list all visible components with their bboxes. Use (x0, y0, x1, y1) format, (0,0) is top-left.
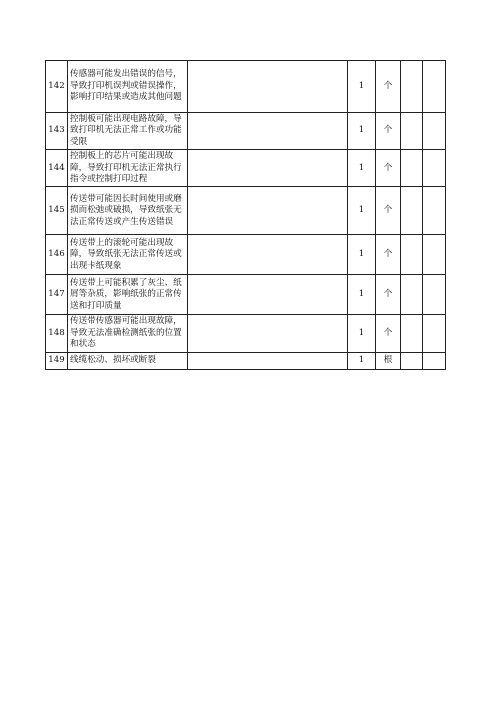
parts-table-container (45, 60, 445, 370)
empty-cell (423, 315, 446, 352)
unit: 个 (376, 235, 401, 275)
quantity: 1 (348, 315, 376, 352)
fault-description: 线缆松动、损坏或断裂 (68, 352, 188, 369)
quantity: 1 (348, 275, 376, 315)
unit: 个 (376, 187, 401, 235)
empty-cell (401, 150, 423, 187)
empty-cell (401, 61, 423, 113)
row-number: 142 (46, 61, 68, 113)
empty-cell (423, 275, 446, 315)
empty-cell (423, 61, 446, 113)
row-number: 148 (46, 315, 68, 352)
fault-description: 传送带上的滚轮可能出现故障，导致纸张无法正常传送或出现卡纸现象 (68, 235, 188, 275)
unit: 个 (376, 113, 401, 150)
empty-cell (423, 235, 446, 275)
empty-cell (423, 113, 446, 150)
empty-cell (188, 275, 348, 315)
table-row (46, 187, 446, 235)
empty-cell (401, 235, 423, 275)
fault-description: 传感器可能发出错误的信号，导致打印机误判或错误操作，影响打印结果或造成其他问题 (68, 61, 188, 113)
empty-cell (188, 61, 348, 113)
fault-description: 传送带上可能积累了灰尘、纸屑等杂质，影响纸张的正常传送和打印质量 (68, 275, 188, 315)
table-row (46, 235, 446, 275)
empty-cell (423, 187, 446, 235)
unit: 个 (376, 315, 401, 352)
empty-cell (188, 187, 348, 235)
fault-description: 传送带传感器可能出现故障，导致无法准确检测纸张的位置和状态 (68, 315, 188, 352)
row-number: 149 (46, 352, 68, 369)
table-row (46, 61, 446, 113)
empty-cell (188, 352, 348, 369)
quantity: 1 (348, 235, 376, 275)
unit: 根 (376, 352, 401, 369)
empty-cell (188, 113, 348, 150)
parts-table (45, 60, 446, 370)
empty-cell (401, 275, 423, 315)
unit: 个 (376, 275, 401, 315)
quantity: 1 (348, 113, 376, 150)
row-number: 143 (46, 113, 68, 150)
empty-cell (423, 150, 446, 187)
table-row (46, 352, 446, 369)
empty-cell (188, 235, 348, 275)
empty-cell (401, 187, 423, 235)
unit: 个 (376, 61, 401, 113)
row-number: 147 (46, 275, 68, 315)
empty-cell (188, 315, 348, 352)
fault-description: 控制板上的芯片可能出现故障，导致打印机无法正常执行指令或控制打印过程 (68, 150, 188, 187)
quantity: 1 (348, 352, 376, 369)
quantity: 1 (348, 150, 376, 187)
empty-cell (188, 150, 348, 187)
row-number: 145 (46, 187, 68, 235)
quantity: 1 (348, 187, 376, 235)
quantity: 1 (348, 61, 376, 113)
empty-cell (401, 352, 423, 369)
table-row (46, 315, 446, 352)
table-row (46, 113, 446, 150)
row-number: 146 (46, 235, 68, 275)
empty-cell (401, 315, 423, 352)
empty-cell (401, 113, 423, 150)
fault-description: 传送带可能因长时间使用或磨损而松弛或破损，导致纸张无法正常传送或产生传送错误 (68, 187, 188, 235)
unit: 个 (376, 150, 401, 187)
fault-description: 控制板可能出现电路故障，导致打印机无法正常工作或功能受限 (68, 113, 188, 150)
table-row (46, 150, 446, 187)
empty-cell (423, 352, 446, 369)
row-number: 144 (46, 150, 68, 187)
table-row (46, 275, 446, 315)
